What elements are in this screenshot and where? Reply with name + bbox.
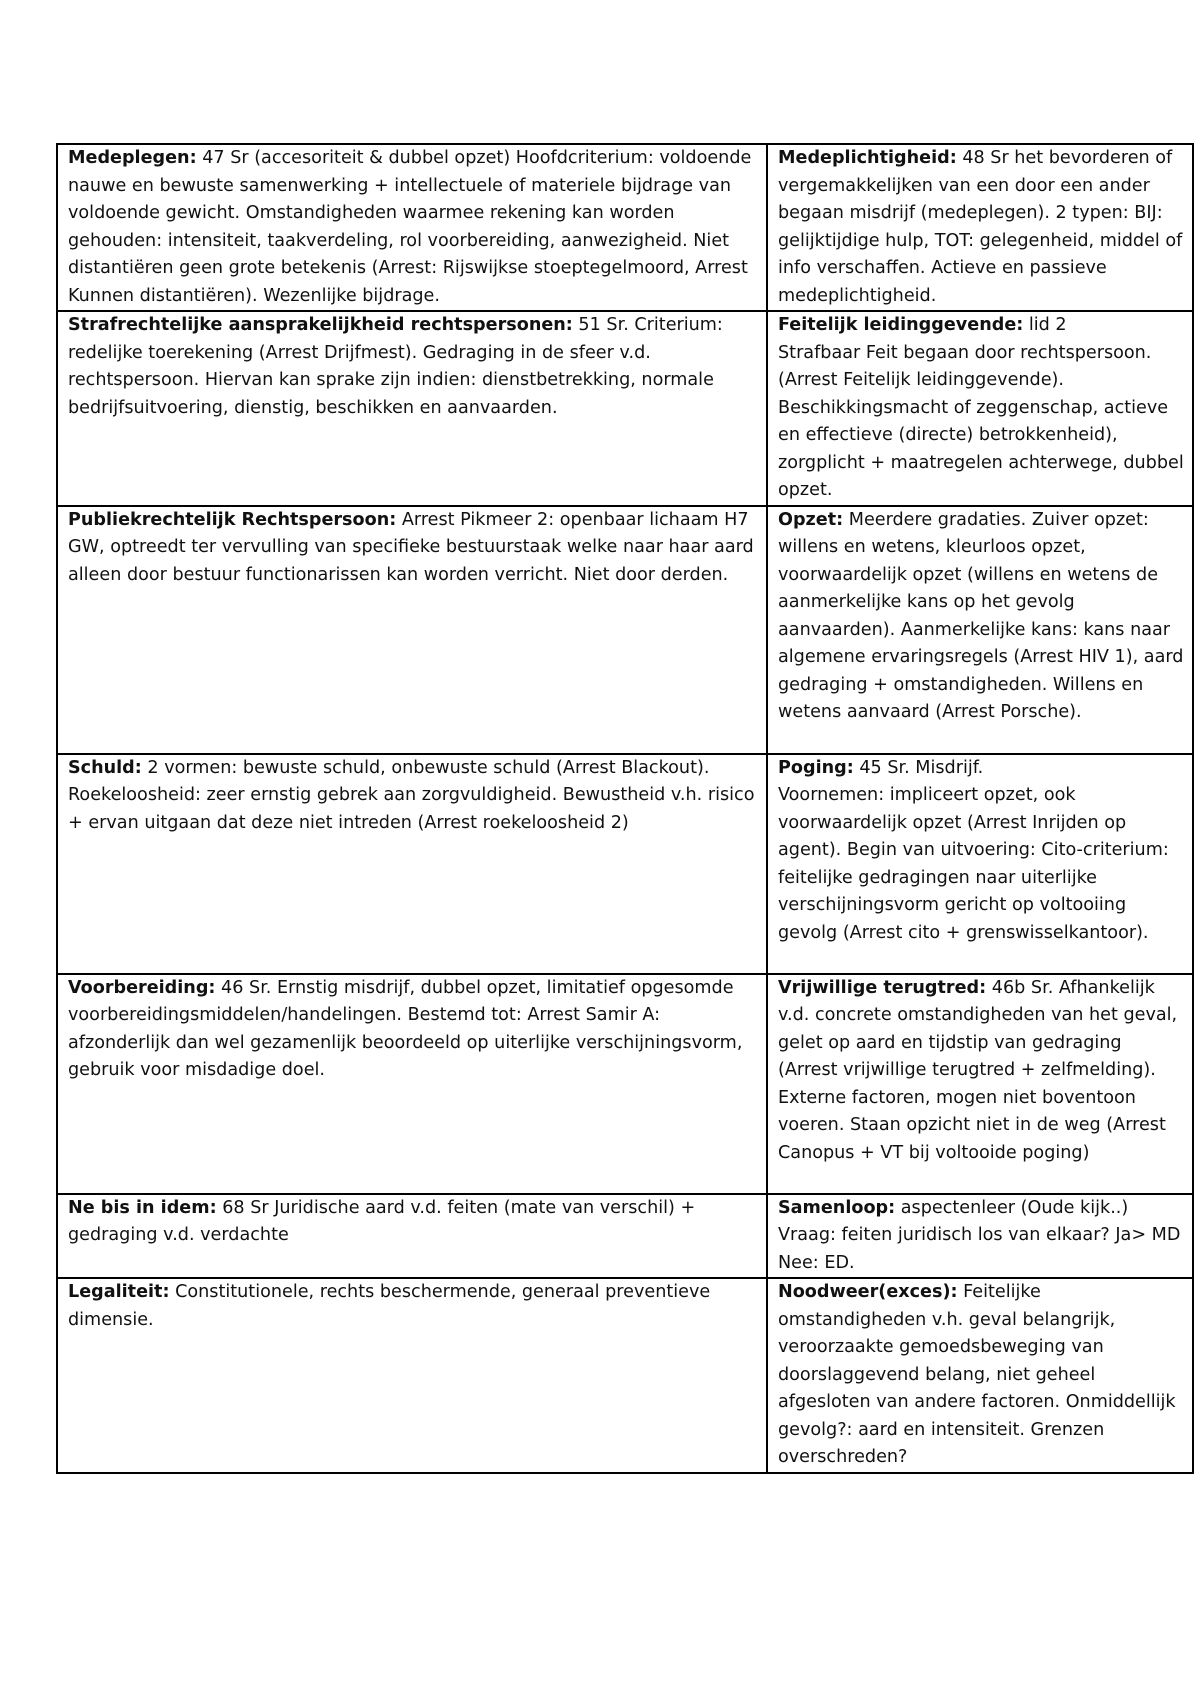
table-row [57,974,1193,1194]
term-description: Feitelijke omstandigheden v.h. geval belangrijk, veroorzaakte gemoedsbeweging van doorslaggevend belang, niet geheel afgesloten van andere factoren. Onmiddellijk gevolg?: aard en intensiteit. Grenzen overschreden? [778,1282,1176,1467]
table-cell-ne-bis-in-idem [57,1194,767,1279]
term-description: 2 vormen: bewuste schuld, onbewuste schuld (Arrest Blackout). Roekeloosheid: zeer ernstig gebrek aan zorgvuldigheid. Bewustheid v.h. risico + ervan uitgaan dat deze niet intreden (Arrest roekeloosheid 2) [68,757,755,833]
term-label: Feitelijk leidinggevende: [778,315,1024,335]
table-row [57,1278,1193,1473]
term-label: Opzet: [778,509,844,530]
term-description: 48 Sr het bevorderen of vergemakkelijken van een door een ander begaan misdrijf (medeplegen). 2 typen: BIJ: gelijktijdige hulp, TOT: gelegenheid, middel of info verschaffen. Actieve en passieve medeplichtigheid. [778,148,1183,306]
term-description: 68 Sr Juridische aard v.d. feiten (mate van verschil) + gedraging v.d. verdachte [68,1197,696,1245]
table-cell-schuld [57,754,767,974]
term-label: Samenloop: [778,1197,896,1218]
term-description: 47 Sr (accesoriteit & dubbel opzet) Hoofdcriterium: voldoende nauwe en bewuste samenwerking + intellectuele of materiele bijdrage van voldoende gewicht. Omstandigheden waarmee rekening kan worden gehouden: intensiteit, taakverdeling, rol voorbereiding, aanwezigheid. Niet distantiëren geen grote betekenis (Arrest: Rijswijkse stoeptegelmoord, Arrest Kunnen distantiëren). Wezenlijke bijdrage. [68,148,752,306]
term-description: 45 Sr. Misdrijf. [853,757,984,778]
term-description: Meerdere gradaties. Zuiver opzet: willens en wetens, kleurloos opzet, voorwaardelijk opzet (willens en wetens de aanmerkelijke kans op het gevolg aanvaarden). Aanmerkelijke kans: kans naar algemene ervaringsregels (Arrest HIV 1), aard gedraging + omstandigheden. Willens en wetens aanvaard (Arrest Porsche). [778,509,1184,722]
term-description: Arrest Pikmeer 2: openbaar lichaam H7 GW, optreedt ter vervulling van specifieke bestuurstaak welke naar haar aard alleen door bestuur functionarissen kan worden verricht. Niet door derden. [68,509,754,585]
term-label: Noodweer(exces): [778,1282,958,1302]
term-label: Schuld: [68,757,142,778]
term-label: Medeplegen: [68,148,197,168]
term-label: Medeplichtigheid: [778,148,957,168]
table-cell-vrijwillige-terugtred [767,974,1193,1194]
term-label: Strafrechtelijke aansprakelijkheid rechtspersonen: [68,315,573,335]
term-description: 46b Sr. Afhankelijk v.d. concrete omstandigheden van het geval, gelet op aard en tijdstip van gedraging (Arrest vrijwillige terugtred + zelfmelding). Externe factoren, mogen niet boventoon voeren. Staan opzicht niet in de weg (Arrest Canopus + VT bij voltooide poging) [778,977,1178,1163]
table-cell-legaliteit [57,1278,767,1473]
term-description-continued: Voornemen: impliceert opzet, ook voorwaardelijk opzet (Arrest Inrijden op agent). Begin van uitvoering: Cito-criterium: feitelijke gedragingen naar uiterlijke verschijningsvorm gericht op voltooiing gevolg (Arrest cito + grenswisselkantoor). [778,785,1169,943]
table-row [57,311,1193,506]
table-cell-samenloop [767,1194,1193,1279]
table-row [57,506,1193,754]
table-row [57,1194,1193,1279]
term-description-continued: Strafbaar Feit begaan door rechtspersoon. (Arrest Feitelijk leidinggevende). Beschikkingsmacht of zeggenschap, actieve en effectieve (directe) betrokkenheid), zorgplicht + maatregelen achterwege, dubbel opzet. [778,342,1184,500]
term-label: Ne bis in idem: [68,1197,217,1218]
term-label: Legaliteit: [68,1282,170,1302]
table-cell-medeplichtigheid [767,144,1193,311]
term-label: Vrijwillige terugtred: [778,977,987,998]
table-row [57,144,1193,311]
term-description: 51 Sr. Criterium: redelijke toerekening (Arrest Drijfmest). Gedraging in de sfeer v.d. rechtspersoon. Hiervan kan sprake zijn indien: dienstbetrekking, normale bedrijfsuitvoering, dienstig, beschikken en aanvaarden. [68,315,723,418]
term-description: 46 Sr. Ernstig misdrijf, dubbel opzet, limitatief opgesomde voorbereidingsmiddelen/handelingen. Bestemd tot: Arrest Samir A: afzonderlijk dan wel gezamenlijk beoordeeld op uiterlijke verschijningsvorm, gebruik voor misdadige doel. [68,977,743,1080]
term-label: Publiekrechtelijk Rechtspersoon: [68,509,397,530]
term-label: Voorbereiding: [68,977,216,998]
term-description: aspectenleer (Oude kijk..) Vraag: feiten juridisch los van elkaar? Ja> MD Nee: ED. [778,1197,1181,1273]
table-cell-publiekrechtelijk-rechtspersoon [57,506,767,754]
table-cell-poging [767,754,1193,974]
term-description: Constitutionele, rechts beschermende, generaal preventieve dimensie. [68,1282,711,1330]
notes-table [56,143,1194,1474]
table-cell-medeplegen [57,144,767,311]
table-row [57,754,1193,974]
term-label: Poging: [778,757,854,778]
term-description: lid 2 [1023,315,1067,335]
table-cell-noodweer-exces [767,1278,1193,1473]
table-cell-voorbereiding [57,974,767,1194]
table-cell-opzet [767,506,1193,754]
table-cell-feitelijk-leidinggevende [767,311,1193,506]
table-cell-aansprakelijkheid-rechtspersonen [57,311,767,506]
